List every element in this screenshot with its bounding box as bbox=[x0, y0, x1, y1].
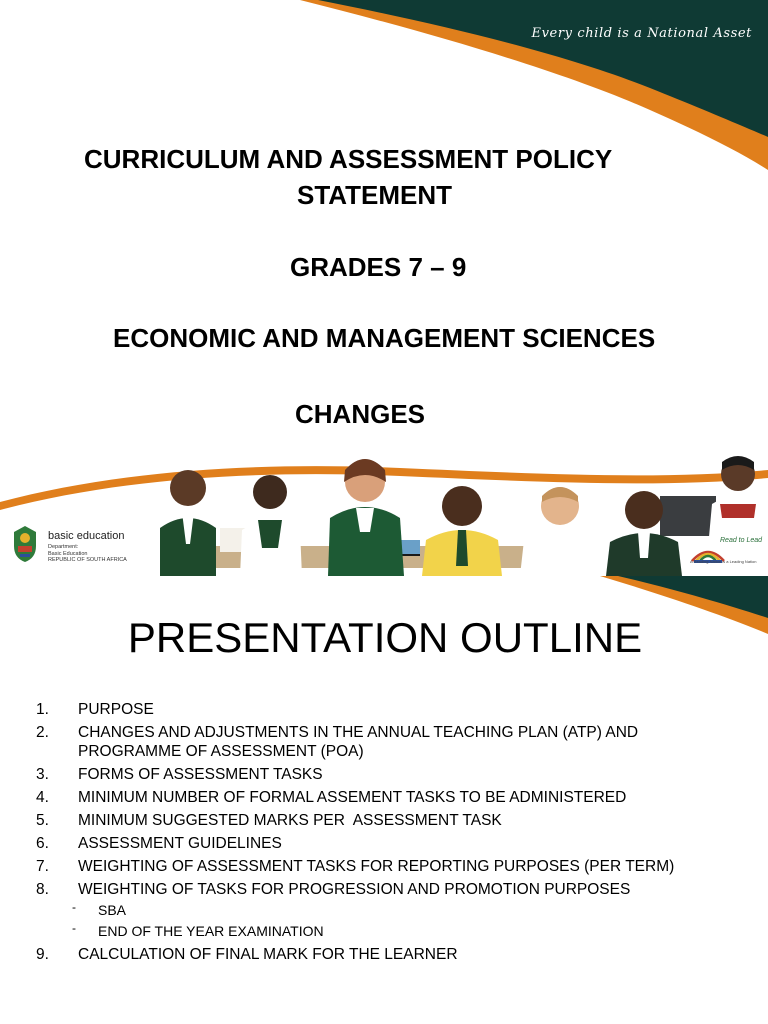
outline-list bbox=[36, 700, 756, 964]
subject-heading: ECONOMIC AND MANAGEMENT SCIENCES bbox=[113, 323, 656, 353]
item-text: PURPOSE bbox=[78, 701, 154, 718]
item-text: FORMS OF ASSESSMENT TASKS bbox=[78, 766, 323, 783]
item-number: 2. bbox=[36, 724, 49, 741]
basic-education-logo bbox=[8, 522, 158, 568]
outline-item-6 bbox=[36, 834, 756, 853]
item-text: MINIMUM SUGGESTED MARKS PER ASSESSMENT TASK bbox=[78, 812, 502, 829]
item-text: MINIMUM NUMBER OF FORMAL ASSEMENT TASKS TO BE ADMINISTERED bbox=[78, 789, 627, 806]
sub-bullet: - bbox=[72, 921, 76, 935]
item-number: 5. bbox=[36, 812, 49, 829]
sub-item-text: END OF THE YEAR EXAMINATION bbox=[98, 923, 324, 939]
sub-item-text: SBA bbox=[98, 902, 127, 918]
outline-title: PRESENTATION OUTLINE bbox=[127, 614, 643, 661]
logo-brand-text: basic education bbox=[48, 530, 125, 542]
tagline: Every child is a National Asset bbox=[531, 26, 752, 41]
item-text: WEIGHTING OF TASKS FOR PROGRESSION AND PROMOTION PURPOSES bbox=[78, 881, 631, 898]
outline-item-1 bbox=[36, 700, 756, 719]
outline-item-3 bbox=[36, 765, 756, 784]
item-number: 1. bbox=[36, 701, 49, 718]
read-to-lead-text: Read to Lead bbox=[720, 537, 763, 544]
grades-heading: GRADES 7 – 9 bbox=[290, 252, 467, 282]
outline-item-7 bbox=[36, 857, 756, 876]
outline-subitem-sba bbox=[36, 901, 756, 920]
item-text: ASSESSMENT GUIDELINES bbox=[78, 835, 282, 852]
logo-line-republic: REPUBLIC OF SOUTH AFRICA bbox=[48, 557, 127, 563]
item-text: CHANGES AND ADJUSTMENTS IN THE ANNUAL TEACHING PLAN (ATP) AND PROGRAMME OF ASSESSMENT (POA) bbox=[78, 724, 639, 760]
outline-item-2 bbox=[36, 723, 756, 761]
item-number: 9. bbox=[36, 946, 49, 963]
outline-item-4 bbox=[36, 788, 756, 807]
logo-line-department: Department: bbox=[48, 544, 79, 550]
outline-item-5 bbox=[36, 811, 756, 830]
item-number: 7. bbox=[36, 858, 49, 875]
item-text: CALCULATION OF FINAL MARK FOR THE LEARNER bbox=[78, 946, 458, 963]
changes-heading: CHANGES bbox=[295, 399, 426, 429]
read-to-lead-logo bbox=[690, 535, 762, 569]
learners-photo bbox=[160, 448, 768, 576]
outline-subitem-exam bbox=[36, 922, 756, 941]
title-line-1: CURRICULUM AND ASSESSMENT POLICY bbox=[84, 144, 613, 174]
logo-line-basic-education: Basic Education bbox=[48, 550, 88, 557]
item-number: 3. bbox=[36, 766, 49, 783]
coat-of-arms-icon bbox=[10, 524, 40, 564]
item-number: 6. bbox=[36, 835, 49, 852]
item-text: WEIGHTING OF ASSESSMENT TASKS FOR REPORTING PURPOSES (PER TERM) bbox=[78, 858, 675, 875]
outline-item-9 bbox=[36, 945, 756, 964]
sub-bullet: - bbox=[72, 900, 76, 914]
outline-item-8 bbox=[36, 880, 756, 899]
item-number: 8. bbox=[36, 881, 49, 898]
item-number: 4. bbox=[36, 789, 49, 806]
logo-subtext bbox=[48, 544, 127, 564]
title-line-2: STATEMENT bbox=[297, 180, 453, 210]
read-to-lead-tagline: A Reading Nation is a Leading Nation bbox=[690, 559, 757, 564]
outline-slide bbox=[0, 576, 768, 1024]
